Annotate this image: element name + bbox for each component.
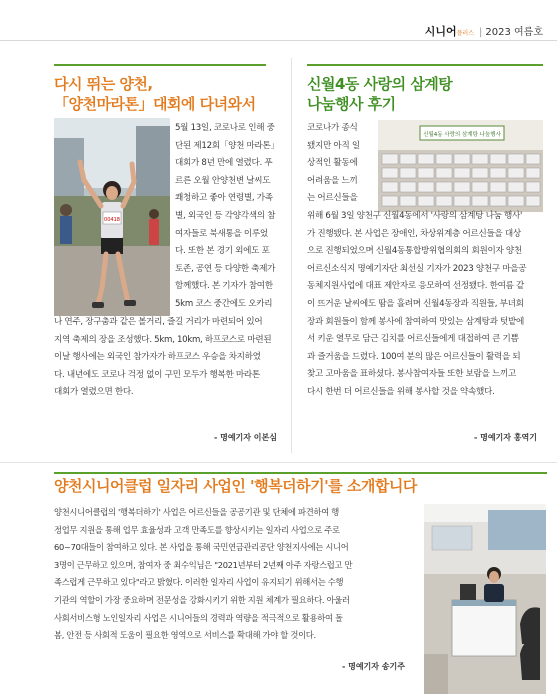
article3-line: 정업무 지원을 통해 업무 효율성과 고객 만족도를 향상시키는 일자리 사업으로 주로 <box>54 524 340 535</box>
article1-title-line1: 다시 뛰는 양천, <box>54 75 153 93</box>
brand-suffix: 플러스 <box>456 30 475 37</box>
bib-number: 00418 <box>104 217 120 223</box>
article2-line: 장과 회원들이 함께 봉사에 참여하여 맛있는 삼계탕과 텃밭에 <box>307 316 525 327</box>
article2-line: 찾고 고마움을 표하셨다. 봉사참여자들 또한 보람을 느끼고 <box>307 369 517 380</box>
article1-line: 지역 축제의 장을 조성했다. 5km, 10km, 하프코스로 마련된 <box>54 334 272 345</box>
masthead <box>425 23 543 39</box>
article2-line: 어르신소식지 명예기자단 최선실 기자가 2023 양천구 마을공 <box>307 263 527 274</box>
article1-credit: - 명예기자 이본심 <box>214 433 277 442</box>
header-rule <box>0 40 557 41</box>
article2-credit: - 명예기자 홍역기 <box>474 433 537 442</box>
article1-line: 함께했다. 본 기자가 참여한 <box>175 281 273 292</box>
food-containers-illustration <box>378 120 543 212</box>
article2-title-line2: 나눔행사 후기 <box>307 95 396 113</box>
article1-line: 5km 코스 중간에도 오카리 <box>175 298 273 309</box>
article1-title <box>54 74 290 114</box>
office-worker-illustration <box>424 504 546 694</box>
samgyetang-photo <box>378 120 543 212</box>
article2-line: 서 키운 열무로 담근 김치를 어르신들에게 대접하여 큰 기쁨 <box>307 334 519 345</box>
article1-line: 토존, 공연 등 다양한 축제가 <box>175 263 276 274</box>
article3-accent-bar <box>54 472 547 474</box>
column-divider <box>291 58 292 453</box>
section-divider <box>0 462 557 463</box>
article2-line: 상적인 활동에 <box>307 158 358 169</box>
article3-line: 양천시니어클럽의 '행복더하기' 사업은 어르신들을 공공기관 및 단체에 파견하여 행 <box>54 507 339 517</box>
masthead-separator: | <box>479 27 483 38</box>
article2-line: 과 즐거움을 드렸다. 100여 분의 많은 어르신들이 활력을 되 <box>307 351 521 362</box>
article3-line: 족스럽게 근무하고 있다"라고 밝혔다. 이러한 일자리 사업이 유지되기 위해서는 수행 <box>54 577 344 588</box>
article2-line: 는 어르신들을 <box>307 193 358 204</box>
article3-line: 사회서비스형 노인일자리 사업은 시니어들의 경력과 역량을 적극적으로 활용하여 돌 <box>54 612 343 623</box>
article1-line: 르른 오월 안양천변 날씨도 <box>175 175 271 186</box>
article1-line: 대회가 열렸으면 한다. <box>54 387 134 398</box>
article2-title-line1: 신월4동 사랑의 삼계탕 <box>307 75 453 93</box>
article1-line: 다. 내년에도 코로나 걱정 없이 구민 모두가 행복한 마라톤 <box>54 369 260 380</box>
article3-line: 60~70대들이 참여하고 있다. 본 사업을 통해 국민연금관리공단 양천지사에는 시니어 <box>54 542 349 553</box>
issue-label: 2023 여름호 <box>485 27 543 38</box>
article1-line: 이날 행사에는 외국인 참가자가 하프코스 우승을 차지하였 <box>54 352 261 363</box>
article2-line: 위해 6월 3일 양천구 신월4동에서 '사랑의 삼계탕 나눔 행사' <box>307 211 523 221</box>
article1-line: 별, 외국인 등 각양각색의 참 <box>175 210 276 221</box>
marathon-photo <box>54 118 170 316</box>
event-banner: 신월4동 사랑의 삼계탕 나눔행사 <box>423 132 501 138</box>
article2-line: 됐지만 아직 일 <box>307 140 360 151</box>
article2-accent-bar <box>307 64 543 66</box>
article1-line: 5월 13일, 코로나로 인해 중 <box>175 123 275 133</box>
article1-line: 다. 또한 본 경기 외에도 포 <box>175 246 270 257</box>
article2-line: 이 뜨거운 날씨에도 땀을 흘려며 신월4동장과 직원들, 부녀회 <box>307 298 524 309</box>
article3-text <box>54 504 412 645</box>
article2-line: 다시 한번 더 어르신들을 위해 봉사할 것을 약속했다. <box>307 386 495 397</box>
article3-title: 양천시니어클럽 일자리 사업인 '행복더하기'를 소개합니다 <box>54 477 417 495</box>
article1-wrap-text <box>175 120 290 314</box>
article2-full-text <box>307 208 547 402</box>
article2-title <box>307 74 547 114</box>
article3-line: 3명이 근무하고 있으며, 참여자 중 최수익님은 "2021년부터 2년째 아주 자랑스럽고 만 <box>54 559 353 570</box>
article1-line: 여자들로 북새통을 이루었 <box>175 228 268 239</box>
article1-line: 쾌청하고 좋아 연령별, 가족 <box>175 193 273 204</box>
article1-title-line2: 「양천마라톤」대회에 다녀와서 <box>54 95 256 113</box>
article1-line: 나 연주, 장구춤과 같은 볼거리, 즐길 거리가 마련되어 있어 <box>54 317 263 327</box>
article2-wrap-text <box>307 120 377 208</box>
brand-name: 시니어 <box>424 25 457 38</box>
article1-full-text <box>54 314 290 402</box>
article2-line: 어려움을 느끼 <box>307 175 358 186</box>
article2-line: 으로 진행되었으며 신월4동통합방위협의회의 회원이자 양천 <box>307 246 522 257</box>
article2-line: 코로나가 종식 <box>307 123 358 133</box>
article1-line: 단된 제12회「양천 마라톤」 <box>175 140 279 151</box>
office-photo <box>424 504 546 694</box>
article3-line: 기관의 역할이 가장 중요하며 전문성을 강화시키기 위한 지원 체계가 필요하다. 아울러 <box>54 594 350 605</box>
article2-line: 동체지원사업에 대표 제안자로 응모하여 선정됐다. 한여름 같 <box>307 281 525 292</box>
article3-line: 봄, 안전 등 사회적 도움이 필요한 영역으로 서비스를 확대해 가야 할 것이다. <box>54 630 316 641</box>
article2-line: 가 진행됐다. 본 사업은 장애인, 차상위계층 어르신들을 대상 <box>307 228 521 239</box>
article1-line: 대회가 8년 만에 열렸다. 푸 <box>175 158 273 169</box>
article1-accent-bar <box>54 64 266 66</box>
marathon-runner-illustration <box>54 118 170 316</box>
article3-credit: - 명예기자 송기주 <box>342 662 405 671</box>
